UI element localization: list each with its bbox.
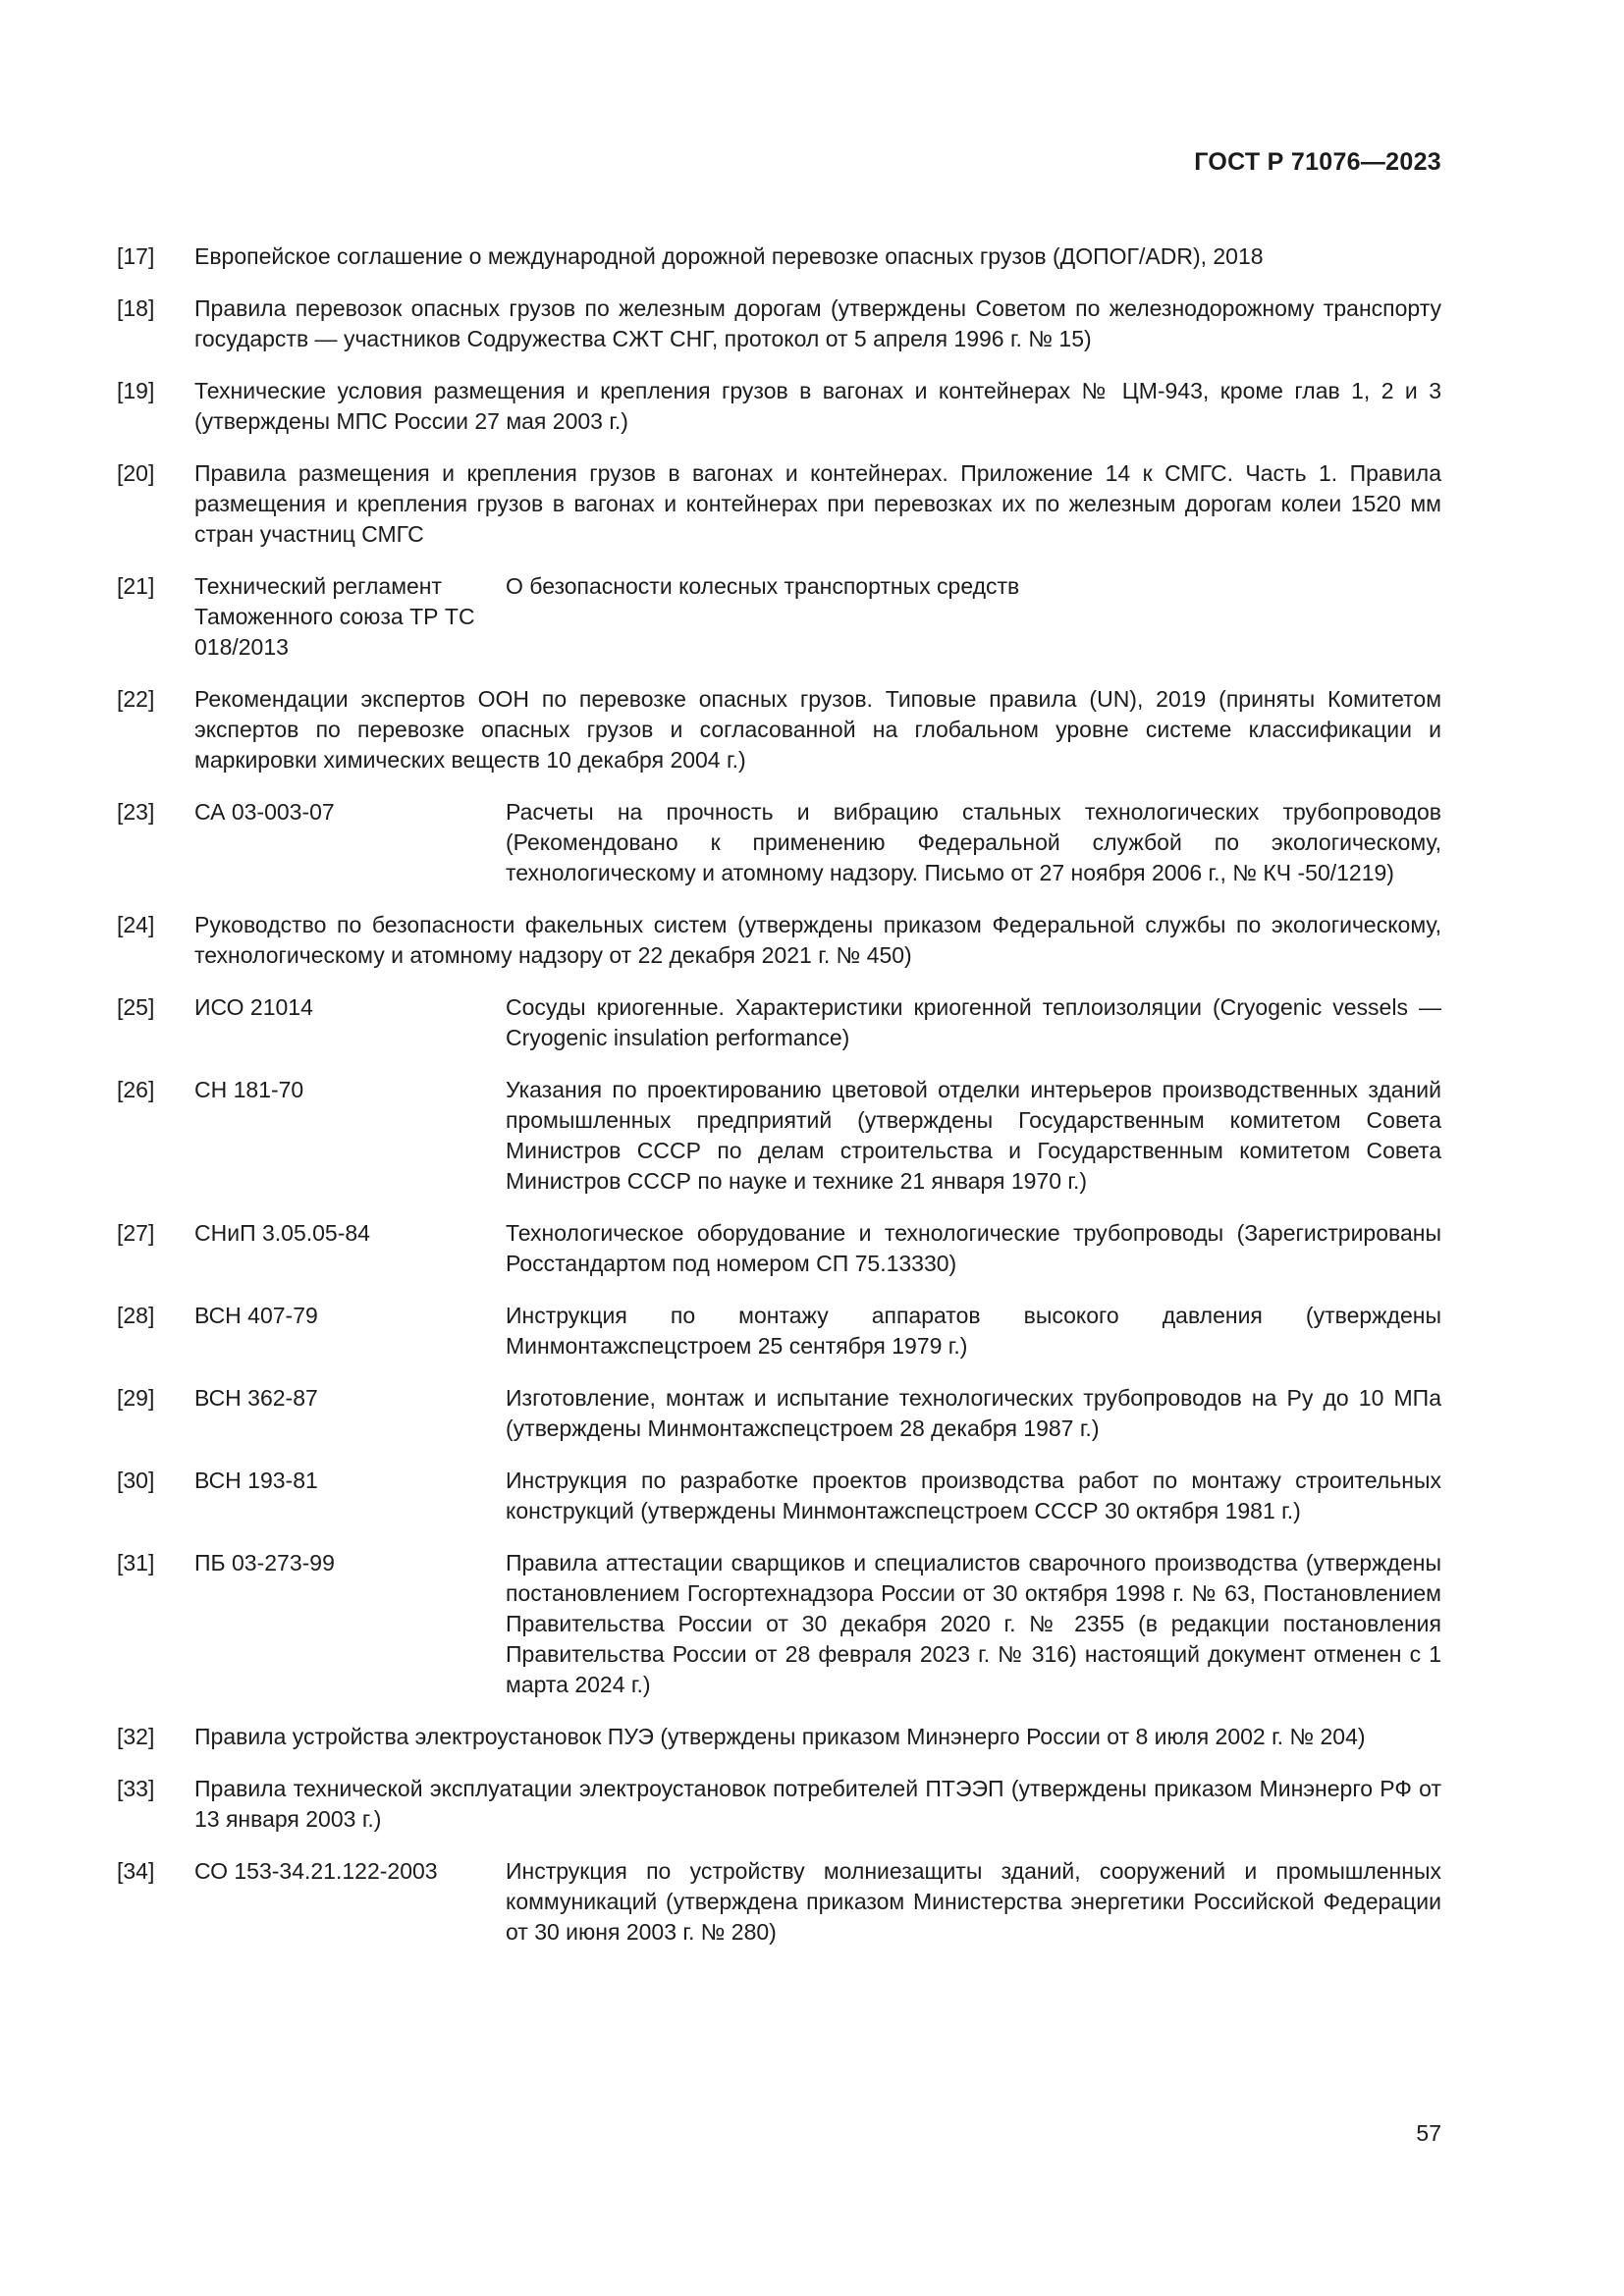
reference-entry [117,684,1441,775]
reference-number: [28] [117,1303,155,1328]
reference-designation: ВСН 407-79 [194,1303,318,1328]
reference-text: Правила устройства электроустановок ПУЭ (утверждены приказом Минэнерго России от 8 июля 2002 г. № 204) [194,1724,1366,1749]
reference-title: Инструкция по устройству молниезащиты зданий, сооружений и промышленных коммуникаций (утверждена приказом Министерства энергетики Российской Федерации от 30 июня 2003 г. № 280) [506,1858,1441,1945]
reference-designation: СН 181-70 [194,1077,304,1102]
reference-text: Правила размещения и крепления грузов в вагонах и контейнерах. Приложение 14 к СМГС. Часть 1. Правила размещения и крепления грузов в вагонах и контейнерах при перевозках их по железным дорогам колеи 1520 мм стран участниц СМГС [194,460,1441,547]
reference-entry [117,797,1441,888]
page-number: 57 [1416,2120,1441,2146]
reference-number: [17] [117,243,155,269]
reference-text: Правила технической эксплуатации электроустановок потребителей ПТЭЭП (утверждены приказом Минэнерго РФ от 13 января 2003 г.) [194,1776,1441,1832]
reference-designation: Технический регламент Таможенного союза ТР ТС 018/2013 [194,573,475,660]
reference-designation: ПБ 03-273-99 [194,1550,335,1575]
reference-text: Руководство по безопасности факельных систем (утверждены приказом Федеральной службы по экологическому, технологическому и атомному надзору от 22 декабря 2021 г. № 450) [194,912,1441,968]
reference-entry [117,571,1441,663]
reference-title: Технологическое оборудование и технологические трубопроводы (Зарегистрированы Росстандартом под номером СП 75.13330) [506,1220,1441,1276]
reference-designation: ИСО 21014 [194,994,313,1020]
reference-entry [117,294,1441,354]
reference-entry [117,1075,1441,1197]
reference-title: Правила аттестации сварщиков и специалистов сварочного производства (утверждены постановлением Госгортехнадзора России от 30 октября 1998 г. № 63, Постановлением Правительства России от 30 декабря 2020 г. № 2355 (в редакции постановления Правительства России от 28 февраля 2023 г. № 316) настоящий документ отменен с 1 марта 2024 г.) [506,1550,1441,1697]
reference-designation: СО 153-34.21.122-2003 [194,1858,438,1884]
reference-entry [117,376,1441,437]
reference-text: Европейское соглашение о международной дорожной перевозке опасных грузов (ДОПОГ/ADR), 2018 [194,243,1264,269]
reference-entry [117,992,1441,1053]
reference-entry [117,1548,1441,1700]
reference-title: Указания по проектированию цветовой отделки интерьеров производственных зданий промышленных предприятий (утверждены Государственным комитетом Совета Министров СССР по делам строительства и Государственным комитетом Совета Министров СССР по науке и технике 21 января 1970 г.) [506,1077,1441,1194]
reference-designation: ВСН 362-87 [194,1385,318,1411]
reference-number: [34] [117,1858,155,1884]
reference-entry [117,1301,1441,1362]
reference-number: [24] [117,912,155,937]
reference-designation: СА 03-003-07 [194,799,335,825]
reference-number: [21] [117,573,155,599]
reference-text: Правила перевозок опасных грузов по железным дорогам (утверждены Советом по железнодорожному транспорту государств — участников Содружества СЖТ СНГ, протокол от 5 апреля 1996 г. № 15) [194,295,1441,351]
reference-number: [26] [117,1077,155,1102]
reference-number: [30] [117,1468,155,1493]
reference-entry [117,910,1441,971]
document-code-header: ГОСТ Р 71076—2023 [1194,148,1441,176]
bibliography-list [117,241,1441,1969]
reference-number: [27] [117,1220,155,1246]
reference-text: Технические условия размещения и крепления грузов в вагонах и контейнерах № ЦМ-943, кроме глав 1, 2 и 3 (утверждены МПС России 27 мая 2003 г.) [194,378,1441,434]
reference-entry [117,1218,1441,1279]
reference-entry [117,1383,1441,1444]
reference-entry [117,1722,1441,1752]
reference-entry [117,1466,1441,1526]
reference-number: [25] [117,994,155,1020]
reference-number: [20] [117,460,155,486]
reference-title: Расчеты на прочность и вибрацию стальных технологических трубопроводов (Рекомендовано к применению Федеральной службой по экологическому, технологическому и атомному надзору. Письмо от 27 ноября 2006 г., № КЧ -50/1219) [506,799,1441,885]
reference-entry [117,1774,1441,1835]
reference-number: [19] [117,378,155,403]
reference-title: О безопасности колесных транспортных средств [506,573,1020,599]
reference-title: Инструкция по монтажу аппаратов высокого давления (утверждены Минмонтажспецстроем 25 сентября 1979 г.) [506,1303,1441,1359]
reference-number: [22] [117,686,155,712]
reference-title: Изготовление, монтаж и испытание технологических трубопроводов на Ру до 10 МПа (утверждены Минмонтажспецстроем 28 декабря 1987 г.) [506,1385,1441,1441]
reference-number: [29] [117,1385,155,1411]
reference-number: [32] [117,1724,155,1749]
reference-number: [31] [117,1550,155,1575]
reference-entry [117,458,1441,550]
reference-designation: СНиП 3.05.05-84 [194,1220,370,1246]
reference-entry [117,241,1441,272]
reference-entry [117,1856,1441,1948]
reference-number: [33] [117,1776,155,1801]
reference-title: Инструкция по разработке проектов производства работ по монтажу строительных конструкций (утверждены Минмонтажспецстроем СССР 30 октября 1981 г.) [506,1468,1441,1523]
reference-text: Рекомендации экспертов ООН по перевозке опасных грузов. Типовые правила (UN), 2019 (приняты Комитетом экспертов по перевозке опасных грузов и согласованной на глобальном уровне системе классификации и маркировки химических веществ 10 декабря 2004 г.) [194,686,1441,773]
reference-designation: ВСН 193-81 [194,1468,318,1493]
reference-number: [23] [117,799,155,825]
reference-title: Сосуды криогенные. Характеристики криогенной теплоизоляции (Cryogenic vessels — Cryogenic insulation performance) [506,994,1441,1050]
reference-number: [18] [117,295,155,321]
